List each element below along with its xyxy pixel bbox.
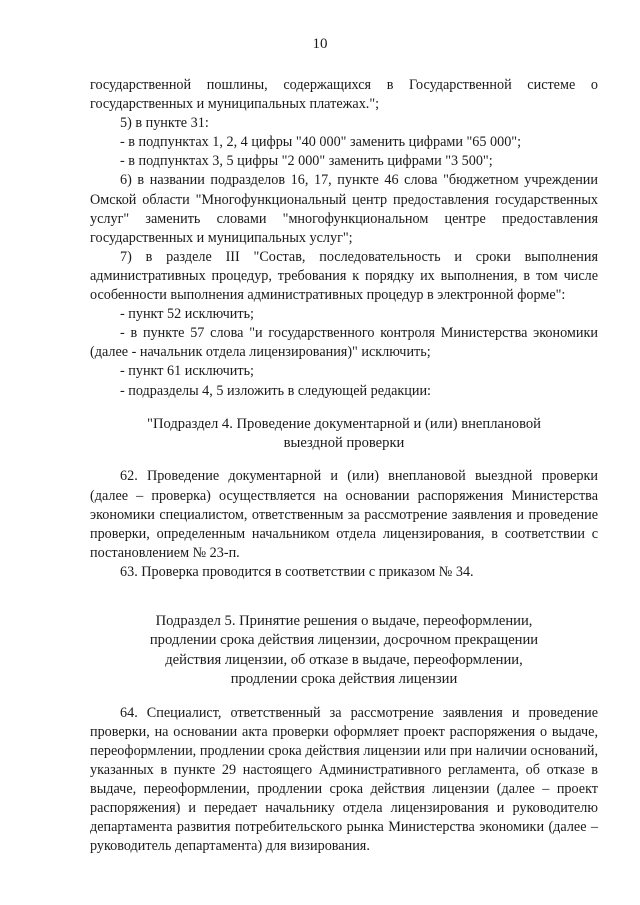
list-item: - в пункте 57 слова "и государственного контроля Министерства экономики (далее - начальник отдела лицензирования)" исключить; (90, 325, 598, 361)
subsection-5-heading: Подраздел 5. Принятие решения о выдаче, переоформлении, продлении срока действия лицензии, досрочном прекращении действия лицензии, об отказе в выдаче, переоформлении, продлении срока действия лицензии (149, 612, 539, 688)
list-item: - в подпунктах 1, 2, 4 цифры "40 000" заменить цифрами "65 000"; (120, 134, 522, 151)
list-item: - подразделы 4, 5 изложить в следующей редакции: (120, 382, 431, 399)
text-line: государственных и муниципальных платежах."; (90, 96, 380, 113)
paragraph-64: 64. Специалист, ответственный за рассмотрение заявления и проведение проверки, на основании акта проверки оформляет проект распоряжения о выдаче, переоформлении, продлении срока действия лицензии или при наличии оснований, указанных в пункте 29 настоящего Административного регламента, об отказе в выдаче, переоформлении, продлении срока действия лицензии (далее – проект распоряжения) и передает начальнику отдела лицензирования и руководителю департамента развития потребительского рынка Министерства экономики (далее – руководитель департамента) для визирования. (90, 704, 598, 855)
list-item: - пункт 52 исключить; (120, 306, 254, 323)
document-body (90, 76, 598, 856)
paragraph-63: 63. Проверка проводится в соответствии с приказом № 34. (120, 563, 474, 580)
item-7-paragraph: 7) в разделе III "Состав, последовательность и сроки выполнения административных процедур, требования к порядку их выполнения, в том числе особенности выполнения административных процедур в электронной форме": (90, 248, 598, 304)
list-item: - пункт 61 исключить; (120, 363, 254, 380)
paragraph-62: 62. Проведение документарной и (или) внеплановой выездной проверки (далее – проверка) осуществляется на основании распоряжения Министерства экономики специалистом, ответственным за рассмотрение заявления и проведение проверки, определенным начальником отдела лицензирования, в соответствии с постановлением № 23-п. (90, 468, 598, 561)
text-line: государственной пошлины, содержащихся в Государственной системе о (90, 77, 598, 93)
item-6-paragraph: 6) в названии подразделов 16, 17, пункте 46 слова "бюджетном учреждении Омской области "Многофункциональный центр предоставления государственных услуг" заменить словами "многофункциональном центре предоставления государственных и муниципальных услуг"; (90, 172, 598, 246)
item-5-heading: 5) в пункте 31: (120, 115, 209, 132)
page-number: 10 (312, 36, 328, 52)
subsection-4-heading: "Подраздел 4. Проведение документарной и (или) внеплановой выездной проверки (147, 415, 541, 451)
list-item: - в подпунктах 3, 5 цифры "2 000" заменить цифрами "3 500"; (120, 153, 493, 170)
